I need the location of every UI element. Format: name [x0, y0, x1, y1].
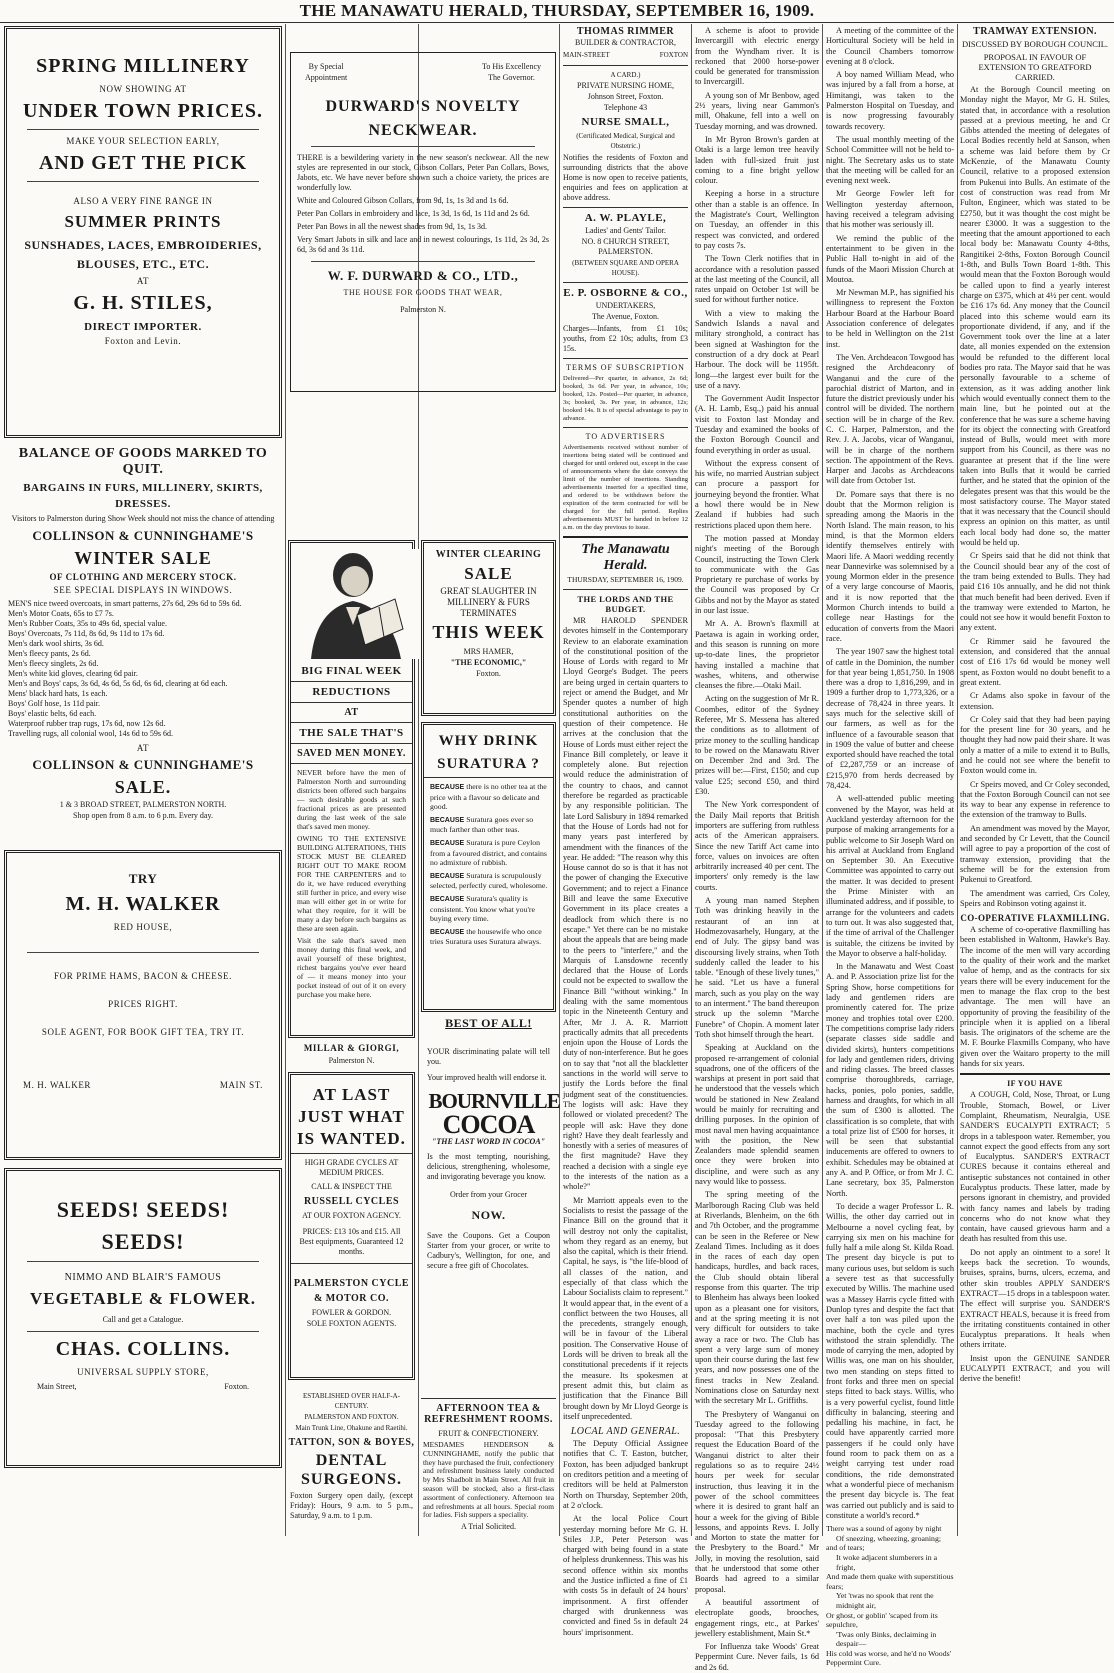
ad-heading: TATTON, SON & BOYES,	[288, 1437, 415, 1448]
poem-line: 'Twas only Binks, declaiming in despair—	[836, 1629, 937, 1649]
paragraph: The spring meeting of the Marlborough Racing Club was held at Riverlands, Blenheim, on the 6th and 7th October, and the programme can be seen in the Referee or New Zealand Times. Including as it does in the races of each day open handicaps, hurdles, and back races, the Club should obtain liberal response from this quarter. The trip to Blenheim has always been looked upon as a pleasant one for visitors, and at the spring meeting it is not very difficult for outsiders to take away a race or two. The Club has spent a very large sum of money upon their course during the last few years, and now possesses one of the finest tracks in New Zealand. Nominations close on Saturday next with the secretary Mr L. Griffiths.	[695, 1190, 819, 1406]
ad-line: BLOUSES, ETC., ETC.	[76, 257, 210, 271]
column-7	[960, 26, 1110, 1536]
paragraph: The Town Clerk notifies that in accordance with a resolution passed at the last meeting of the Council, all rates unpaid on October 1st will be sued for without further notice.	[695, 254, 819, 305]
paragraph: A scheme is afoot to provide Invercargill with electric energy from the Wyndham river. It is reckoned that 2000 horse-power could be generated for transmission to Invercargill.	[695, 26, 819, 87]
ad-line: Main Trunk Line, Ohakune and Raetihi.	[295, 1424, 408, 1432]
paragraph: The Presbytery of Wanganui on Tuesday agreed to the following proposal: "That this Presbytery request the Education Board of the Wanganui district to alter their regulations so as to require 24½ hours per week for secular instruction, thus leaving it in the power of the school committees where it is desired to grant half an hour a week for the giving of Bible lessons, and appoints Revs. I. Jolly and Morton to state the matter for the Presbytery to the Board." Mr Jolly, in moving the resolution, said that he understood that some other Boards had agreed to a similar proposal.	[695, 1409, 819, 1594]
ad-line: CALL & INSPECT THE	[311, 1182, 392, 1191]
price-item: Waterproof rubber trap rugs, 17s 6d, now 12s 6d.	[8, 719, 166, 728]
ad-line: BARGAINS IN FURS, MILLINERY, SKIRTS,	[23, 482, 263, 494]
paragraph: A young man named Stephen Toth was drinking heavily in the restaurant of an inn at Hodmezovasarhely, Hungary, at the end of July. The gipsy band was discoursing lively strains, when Toth suddenly called the leader to his table. "Enough of these lively tunes," he said. "Let us have a funeral march, such as you play on the way to an interment." The band thereupon struck up the solemn "Marche Funebre" of Chopin. A moment later Toth shot himself through the heart.	[695, 896, 819, 1039]
ad-line: (BETWEEN SQUARE AND OPERA HOUSE).	[572, 259, 679, 277]
osborne-card	[563, 287, 688, 354]
ad-line: Order from your Grocer	[449, 1190, 528, 1199]
paragraph: Cr Adams also spoke in favour of the extension.	[960, 691, 1110, 711]
paragraph: Dr. Pomare says that there is no doubt that the Mormon religion is spreading among the Maoris in the North Island. The main reason, to his mind, is that the Mormon elders identify themselves entirely with Maori life. A Maori wedding recently near Dannevirke was solemnised by a young Mormon elder in the presence of a very large concourse of Maoris, and it is now reported that the Mormon Church intends to build a college near Hastings for the education of converts from the Maori race.	[826, 489, 954, 643]
ad-heading: W. F. DURWARD & CO., LTD.,	[327, 268, 519, 283]
advert-title: IF YOU HAVE	[1007, 1079, 1063, 1089]
ad-heading: SEEDS!	[101, 1229, 185, 1254]
price-item: Men's Motor Coats, 65s to £7 7s.	[8, 609, 114, 618]
ad-line: ESTABLISHED OVER HALF-A-CENTURY.	[302, 1392, 401, 1410]
tatton-advert	[288, 1390, 415, 1536]
ad-line: UNDERTAKERS,	[595, 301, 656, 310]
ad-line: ALSO A VERY FINE RANGE IN	[73, 196, 213, 206]
paragraph: A COUGH, Cold, Nose, Throat, or Lung Trouble, Stomach, Bowel, or Liver Complaint, Rheumatism, Neuralgia, USE SANDER'S EUCALYPTI EXTRACT; 5 drops in a tablespoon water. Remember, you cannot expect the good effects from any sort of Eucalyptus. SANDER'S EXTRACT CURES because it contains ethereal and antiseptic substances not contained in other Eucalyptus products. These latter, made by persons ignorant in chemistry, and provided with fancy names and labels by trading concerns who do not know what they contain, have caused grievous harm and a death has resulted from this use.	[960, 1090, 1110, 1244]
poem-line: It woke adjacent slumberers in a fright,	[836, 1552, 938, 1572]
paragraph: A scheme of co-operative flaxmilling has been established in Waltonm, Hawke's Bay. The income of the men will vary according to the quality of their work and the market value of hemp, and as the contracts for six years there will be every inducement for the men to manage the flax crop to the best advantage. The men will have an opportunity of proving the feasibility of the principle when it is applied on a liberal basis. The originators of the scheme are the M. F. Bourke Flaxmills Company, who have given over the Waitaro property to the mill hands for six years.	[960, 925, 1110, 1069]
price-list	[6, 599, 280, 739]
ad-line: MILLAR & GIORGI,	[303, 1043, 400, 1053]
reason-keyword: BECAUSE	[430, 872, 467, 880]
ad-paragraph: Peter Pan Bows in all the newest shades from 9d, 1s, 1s 3d.	[297, 222, 487, 231]
ad-line: THE HOUSE FOR GOODS THAT WEAR,	[343, 288, 503, 297]
paragraph: To decide a wager Professor L. R. Willis, the other day carried out in Melbourne a novel cycling feat, by carrying six men on his machine for fully half a mile along St. Kilda Road. The present day bicycle is put to many curious uses, but seldom is such a severe test as that successfully executed by Willis. The machine used was a Massey Harris cycle fitted with Dunlop tyres and despite the fact that over half a ton was piled upon the machine, both the cycle and tyres withstood the strain splendidly. The mode of carrying the men, adopted by Willis was, one man on his shoulder, two men standing on steps fitted to front forks and three men on special steps fitted to back stays. Willis, who is a very powerful cyclist, found little difficulty in balancing, steering and pedalling his machine, in fact, he could have apparently carried more passengers if he could only have found room to pack them on as a weight carrying test under road conditions, the ride demonstrated what a wonderful piece of mechanism the present day bicycle is. The feat was carried out publicly and is said to constitute a world's record.*	[826, 1201, 954, 1520]
ad-line: SUNSHADES, LACES, EMBROIDERIES,	[24, 238, 262, 252]
price-item: Men's fleecy pants, 2s 6d.	[8, 649, 91, 658]
paragraph: A meeting of the committee of the Horticultural Society will be held in the Council Chambers tomorrow evening at 8 o'clock.	[826, 26, 954, 66]
price-item: Men's and Boys' caps, 3s 6d, 4s 6d, 5s 6d, 6s 6d, clearing at 6d each.	[8, 679, 228, 688]
section-heading: TERMS OF SUBSCRIPTION	[566, 363, 685, 372]
ad-heading: WINTER CLEARING	[435, 549, 542, 560]
column-5	[695, 26, 819, 1672]
ad-line: PALMERSTON AND FOXTON.	[304, 1413, 399, 1421]
ad-line: SOLE FOXTON AGENTS.	[306, 1319, 397, 1328]
paragraph: In the Manawatu and West Coast A. and P. Association prize list for the Spring Show, horse competitions for lady and gentlemen riders are prominently catered for. The prize money and trophies total over £200. The competitions comprise lady riders (separate classes side saddle and divided skirts), hunters competitions for lady and gentlemen riders, driving and riding classes. The breed classes comprise thoroughbreds, carriage, hacks, ponies, polo ponies, saddle, harness and draughts, for which in all the sum of £300 is allotted. The classification is so complete, that with a total prize list of £500 for horses, it will be seen that substantial inducements are offered to owners to exhibit. Schedules may be obtained at any A. and P. Office, or from Mr J. C. Lane secretary, box 35, Palmerston North.	[826, 962, 954, 1198]
reason-keyword: BECAUSE	[430, 784, 467, 791]
ad-heading: BALANCE OF GOODS MARKED TO QUIT.	[18, 446, 268, 477]
news-paragraphs	[826, 26, 954, 1521]
ad-heading: CHAS. COLLINS.	[55, 1338, 231, 1360]
best-of-all	[421, 1014, 556, 1034]
logo-tagline: "THE LAST WORD IN COCOA"	[431, 1137, 546, 1146]
paragraph: The year 1907 saw the highest total of cattle in the Dominion, the number for that year being 1,851,750. In 1908 there was a drop to 1,816,299, and in 1909 a further drop to 1,773,326, or a decrease of 78,424 in three years. It says much for the selective skill of our farmers, as well as for the influence of a favourable season that in 1909 the value of butter and cheese exported should have reached the total of £2,287,759 or an increase of £215,970 from herds decreased by 78,424.	[826, 647, 954, 791]
ad-heading: SURATURA ?	[437, 756, 540, 772]
paragraph: The Government Audit Inspector (A. H. Lamb, Esq.,) paid his annual visit to Foxton last Monday and Tuesday and examined the books of the Foxton Borough Council and found everything in order as usual.	[695, 394, 819, 455]
paragraph: The amendment was carried, Crs Coley, Speirs and Robinson voting against it.	[960, 888, 1110, 908]
divider	[27, 181, 259, 182]
ad-line: Visitors to Palmerston during Show Week should not miss the chance of attending	[11, 514, 275, 523]
column-rule	[822, 24, 823, 1536]
ad-heading: SAVED MEN MONEY.	[297, 748, 406, 759]
ad-heading: SALE	[464, 564, 513, 583]
ad-line: DIRECT IMPORTER.	[84, 321, 202, 333]
reason-keyword: BECAUSE	[430, 895, 467, 903]
reason-item	[430, 838, 549, 868]
ad-line: Call and get a Catalogue.	[102, 1315, 184, 1324]
ad-paragraph: NEVER before have the men of Palmerston North and surrounding districts been offered such bargains — such desirable goods at such fractional prices as are presented during the last week of the sale that's saved men money.	[297, 768, 406, 831]
ad-paragraph: MESDAMES HENDERSON & CUNNINGHAME, notify the public that they have purchased the fruit, confectionery and refreshment business lately conducted by Mrs Shadbolt in Main Street. All fruit in season will be stocked, also a first-class assortment of confectionery. Afternoon tea and refreshments at all hours. Special room for ladies. Fish suppers a speciality.	[423, 1440, 554, 1520]
paragraph: Keeping a horse in a structure other than a stable is an offence. In the Magistrate's Court, Wellington on Tuesday, an offender in this respect was convicted, and ordered to pay costs 7s.	[695, 189, 819, 250]
paragraph: A young son of Mr Benbow, aged 2½ years, living near Gammon's mill, Ohakune, fell into a well on Tuesday morning, and was drowned.	[695, 90, 819, 131]
price-item: Men's white kid gloves, clearing 6d pair.	[8, 669, 138, 678]
collins-advert	[4, 1168, 282, 1468]
ad-paragraph: Peter Pan Collars in embroidery and lace, 1s 3d, 1s 6d, 1s 11d and 2s 6d.	[297, 209, 530, 218]
ad-heading: JUST WHAT	[298, 1107, 405, 1126]
divider	[27, 952, 259, 953]
reason-item	[430, 815, 549, 835]
hamer-advert	[421, 540, 556, 716]
ad-heading: SEEDS! SEEDS!	[56, 1197, 230, 1222]
ad-line: Main Street,	[37, 1382, 77, 1391]
suratura-advert	[421, 722, 556, 1012]
reason-keyword: BECAUSE	[430, 928, 467, 936]
ad-line: MILLINERY & FURS	[447, 597, 530, 607]
ad-paragraph: OWING TO THE EXTENSIVE BUILDING ALTERATIONS, THIS STOCK MUST BE CLEARED RIGHT OUT TO MAKE ROOM FOR THE CARPENTERS and to do it, we have reduced everything still further in price, and every wise man will either get in or write for what they require, for it will be many a day before such bargains as these are seen again.	[297, 834, 406, 933]
walker-footer	[23, 1077, 263, 1093]
ad-heading: SPRING MILLINERY	[36, 55, 250, 77]
ad-line: AT	[136, 743, 150, 753]
millar-advert	[288, 540, 415, 1038]
ad-line: NOW SHOWING AT	[99, 84, 187, 94]
reason-text: Suratura is scrupulously selected, perfectly cured, wholesome.	[430, 870, 548, 891]
article-title: CO-OPERATIVE FLAXMILLING.	[960, 913, 1110, 924]
ad-line: 1 & 3 BROAD STREET, PALMERSTON NORTH.	[59, 800, 227, 809]
ad-line: (Certificated Medical, Surgical and Obstetric.)	[576, 132, 675, 150]
ad-line: FOWLER & GORDON.	[311, 1308, 392, 1317]
ad-paragraph: Is the most tempting, nourishing, delicious, strengthening, wholesome, and invigorating beverage you know.	[427, 1152, 550, 1181]
ad-line: DRESSES.	[115, 498, 171, 510]
ad-line: BUILDER & CONTRACTOR,	[575, 38, 676, 47]
ad-heading: SUMMER PRINTS	[64, 212, 222, 231]
price-item: Boys' elastic belts, 6d each.	[8, 709, 97, 718]
paragraph: The usual monthly meeting of the School Committee will not be held to-night. The Secretary asks us to state that the meeting will be called for an evening next week.	[826, 134, 954, 186]
ad-heading: PALMERSTON CYCLE	[293, 1278, 410, 1289]
ad-line: Foxton and Levin.	[104, 336, 182, 346]
paragraph: A boy named William Mead, who was injured by a fall from a horse, at Himitangi, was taken to the Palmerston Hospital on Tuesday, and is now progressing favourably towards recovery.	[826, 70, 954, 131]
article-body	[960, 925, 1110, 1069]
column-rule	[285, 24, 286, 1536]
paragraph: Cr Speirs said that he did not think that the Council should bear any of the cost of the tram being extended to Bulls. They had paid £16 10s annually, and he did not think that much benefit had been derived. Even if the tramway were extended to Marton, he could not see how it would benefit Foxton to any extent.	[960, 551, 1110, 633]
poem-line: Yet 'twas no spook that rent the midnight air,	[836, 1591, 934, 1610]
paragraph: An amendment was moved by the Mayor, and seconded by Cr Levett, that the Council will agree to pay a proportion of the cost of tramway extension, providing that the scheme will be for the extension from Pukenui to Greatford.	[960, 823, 1110, 885]
ad-line: MRS HAMER,	[463, 647, 514, 656]
ad-line: FOXTON	[659, 51, 688, 59]
ad-heading: WHY DRINK	[438, 733, 539, 749]
logo-line: COCOA	[442, 1110, 535, 1139]
ad-heading: VEGETABLE & FLOWER.	[29, 1289, 257, 1308]
paragraph: Insist upon the GENUINE SANDER EUCALYPTI EXTRACT, and you will derive the benefit!	[960, 1353, 1110, 1384]
ad-line: FRUIT & CONFECTIONERY.	[438, 1429, 539, 1438]
price-item: Men's dark wool shirts, 3s 6d.	[8, 639, 104, 648]
reason-text: Suratura's quality is consistent. You know what you're buying every time.	[430, 893, 535, 924]
ad-paragraph: Foxton Surgery open daily, (except Friday): Hours, 9 a.m. to 5 p.m., Saturday, 9 a.m. to 1 p.m.	[290, 1491, 413, 1520]
divider	[27, 129, 259, 130]
ad-paragraph: Advertisements received without number of insertions being stated will be continued and charged for until ordered out, except in the case of announcements where the date conveys the limit of the number of insertions. Standing advertisements inserted for a specified time, and ordered to be withdrawn before the expiration of the term contracted for will be charged for the full period. Replies advertisements MUST be handed in before 12 a.m. on the day previous to issue.	[563, 444, 688, 531]
paragraph: Speaking at Auckland on the proposed re-arrangement of colonial squadrons, one of the officers of the warships at present in port said that he understood that the vessels which would be stationed in New Zealand would be mainly for recruiting and drilling purposes. In the opinion of most naval men having acquaintance with the position, the New Zealanders made splendid seamen once they were broken into discipline, and were such as any navy would like to possess.	[695, 1043, 819, 1187]
ad-heading: NURSE SMALL,	[581, 116, 670, 128]
ad-line: AT	[136, 276, 150, 286]
ad-paragraph: White and Coloured Gibson Collars, from 9d, 1s, 1s 3d and 1s 6d.	[297, 196, 509, 205]
masthead: THE MANAWATU HERALD, THURSDAY, SEPTEMBER 16, 1909.	[0, 0, 1114, 23]
ad-line: RED HOUSE,	[113, 922, 173, 932]
paragraph: Mr George Fowler left for Wellington yesterday afternoon, having received a telegram advising that his mother was seriously ill.	[826, 189, 954, 230]
ad-heading: AND GET THE PICK	[38, 152, 248, 174]
price-item: Mens' black hard hats, 1s each.	[8, 689, 108, 698]
column-rule	[957, 24, 958, 1536]
paragraph: Acting on the suggestion of Mr R. Coombes, editor of the Sydney Referee, Mr S. Messena has altered the conditions as to allotment of prize money to the sculling handicap to be rowed on the Manawatu River on December 2nd and 3rd. The prizes will be:—First, £150; and cup value £25; second £50, and third £30.	[695, 694, 819, 797]
ad-paragraph: YOUR discriminating palate will tell you.	[427, 1047, 550, 1066]
paragraph: We remind the public of the entertainment to be given in the Public Hall to-night in aid of the funds of the Maori Mission Church at Moutoa.	[826, 233, 954, 284]
durward-advert	[290, 52, 556, 392]
paragraph: The New York correspondent of the Daily Mail reports that British importers are suffering from ruthless acts of the American appraisers. Since the new Tariff Act came into force, values on invoices are often arbitrarily increased 40 per cent. The importers' only remedy is the law courts.	[695, 800, 819, 892]
ad-paragraph: Your improved health will endorse it.	[427, 1073, 547, 1082]
column-rule	[559, 24, 560, 1536]
reading-man-illustration	[291, 549, 421, 659]
ad-line: OF CLOTHING AND MERCERY STOCK.	[49, 572, 237, 582]
reason-item	[430, 871, 549, 891]
issue-date: THURSDAY, SEPTEMBER 16, 1909.	[567, 575, 684, 584]
ad-line: By Special	[308, 62, 344, 71]
reason-text: the housewife who once tries Suratura uses Suratura always.	[430, 926, 542, 947]
sander-advert	[960, 1090, 1110, 1384]
ad-heading: REDUCTIONS	[312, 686, 391, 698]
reason-item	[430, 782, 549, 812]
cocoa-advert	[421, 1044, 560, 1324]
ad-line: MAIN ST.	[219, 1080, 263, 1090]
ad-heading: DURWARD'S NOVELTY	[325, 98, 521, 115]
collinson-advert	[4, 446, 282, 846]
russell-advert	[288, 1072, 415, 1380]
paragraph: Cr Rimmer said he favoured the extension, and considered that the annual cost of £16 17s 6d would be money well spent, as Foxton would no doubt benefit to a great extent.	[960, 636, 1110, 687]
paragraph: The Ven. Archdeacon Towgood has resigned the Archdeaconry of Wanganui and the cure of the parochial district of Marton, and in future the district previously under his control will be divided. The northern section will be in charge of the Rev. C. C. Harper, Palmerston, and the Rev. J. A. Jacobs, vicar of Wanganui, will be in charge of the northern section. The appointment of the Revs. Harper and Jacobs as Archdeacons will date from October 1st.	[826, 352, 954, 486]
ad-line: Palmerston N.	[400, 305, 446, 314]
nursing-card	[563, 70, 688, 203]
paragraph: Mr A. A. Brown's flaxmill at Paetawa is again in working order, and this season is running on more up-to-date lines, the proprietor having installed a machine that washes, whitens, and otherwise cleanses the fibre.—Otaki Mail.	[695, 619, 819, 691]
price-item: Travelling rugs, all colonial wool, 14s 6d to 59s 6d.	[8, 729, 174, 738]
paragraph: Cr Speirs moved, and Cr Coley seconded, that the Foxton Borough Council can not see its way to bear any expense in reference to the extension of the tramway to Bulls.	[960, 779, 1110, 820]
paragraph: For Influenza take Woods' Great Peppermint Cure. Never fails, 1s 6d and 2s 6d.	[695, 1642, 819, 1672]
reason-keyword: BECAUSE	[430, 839, 467, 847]
price-item: Men's fleecy singlets, 2s 6d.	[8, 659, 99, 668]
ad-line: HIGH GRADE CYCLES AT MEDIUM PRICES.	[304, 1158, 399, 1177]
paragraph: A beautiful assortment of electroplate goods, brooches, engagement rings, etc., at Parkes' jewellery establishment, Main St.*	[695, 1597, 819, 1638]
ad-line: Foxton.	[224, 1382, 249, 1391]
paragraph: Without the express consent of his wife, no married Austrian subject can procure a passport for journeying beyond the frontier. What a howl there would be in New Zealand if hubbies had such restrictions placed upon them here.	[695, 458, 819, 530]
ad-line: Shop open from 8 a.m. to 6 p.m. Every day.	[73, 811, 213, 820]
paragraph: Mr Newman M.P., has signified his willingness to represent the Foxton Harbour Board at the Harbour Board Association conference of delegates to be held in Wellington on the 21st inst.	[826, 288, 954, 349]
paragraph: Cr Coley said that they had been paying for the present line for 30 years, and he thought they had now paid their share. It was only a matter of a mile to extend it to Bulls, and he could not see where the benefit to Foxton would come in.	[960, 714, 1110, 776]
price-item: MEN'S nice tweed overcoats, in smart patterns, 27s 6d, 29s 6d to 59s 6d.	[8, 599, 242, 608]
article-body	[960, 85, 1110, 909]
ad-heading: RUSSELL CYCLES	[303, 1196, 400, 1207]
ad-heading: BIG FINAL WEEK	[301, 665, 402, 677]
paragraph: With a view to making the Sandwich Islands a naval and military stronghold, a contract has been signed at Washington for the construction of a dry dock at Pearl Harbour. The dock will be 1195ft. long—the largest ever built for the use of a navy.	[695, 308, 819, 390]
ad-line: NO. 8 CHURCH STREET, PALMERSTON.	[581, 237, 670, 256]
reason-text: Suratura goes ever so much farther than other teas.	[430, 814, 534, 835]
collins-footer	[37, 1381, 249, 1393]
ad-heading: DENTAL	[315, 1452, 388, 1469]
divider	[311, 261, 535, 262]
ad-paragraph: Notifies the residents of Foxton and surrounding districts that the above Home is now open to receive patients, enquiries and fees on application at above address.	[563, 153, 688, 202]
ad-line: FOR PRIME HAMS, BACON & CHEESE.	[54, 971, 232, 981]
ad-paragraph: Save the Coupons. Get a Coupon Starter from your grocer, or write to Cadbury's, Wellington, for one, and secure a free gift of Chocolates.	[427, 1231, 550, 1270]
ad-line: NIMMO AND BLAIR'S FAMOUS	[64, 1272, 222, 1283]
article-subtitle: PROPOSAL IN FAVOUR OF EXTENSION TO GREATFORD CARRIED.	[978, 52, 1092, 82]
ad-paragraph: THERE is a bewildering variety in the new season's neckwear. All the new styles are represented in our stock, Gibson Collars, Peter Pan Collars, Bows, Jabots, etc. We have never before shown such a choice variety, the prices are wonderfully low.	[297, 153, 549, 192]
appointment-row	[305, 61, 541, 84]
ad-heading: AT LAST	[312, 1085, 391, 1104]
article-subtitle: DISCUSSED BY BOROUGH COUNCIL.	[961, 39, 1109, 49]
ad-line: Appointment	[305, 73, 348, 82]
ad-paragraph: Charges—Infants, from £1 10s; youths, from £2 10s; adults, from £3 15s.	[563, 324, 688, 353]
poem-line: And made them quake with superstitious fears;	[826, 1572, 954, 1591]
divider	[27, 1261, 259, 1262]
column-rule	[691, 24, 692, 1536]
section-heading: TO ADVERTISERS	[585, 432, 666, 441]
price-item: Boys' Golf hose, 1s 11d pair.	[8, 699, 101, 708]
ad-line: MAKE YOUR SELECTION EARLY,	[66, 136, 220, 146]
ad-heading: BEST OF ALL!	[445, 1016, 532, 1030]
reason-item	[430, 894, 549, 924]
ad-line: "THE ECONOMIC,"	[450, 658, 527, 667]
ad-paragraph: Visit the sale that's saved men money during this final week, and avail yourself of these brightest, richest bargains you've ever heard of — it means money into your pocket instead of out of it on every purchase you make here.	[297, 936, 406, 999]
ad-line: M. H. WALKER	[23, 1080, 92, 1090]
ad-line: Telephone 43	[603, 103, 648, 112]
ad-line: SEE SPECIAL DISPLAYS IN WINDOWS.	[53, 585, 233, 595]
logo-line: BOURNVILLE	[428, 1089, 560, 1113]
ad-line: TRY	[128, 871, 158, 886]
paragraph: The motion passed at Monday night's meeting of the Borough Council, instructing the Town Clerk to communicate with the Gas Proprietary re purchase of works by the Council was proposed by Cr Gibbs and not by the Mayor as stated in our last issue.	[695, 533, 819, 616]
walker-advert	[4, 850, 282, 1160]
ad-line: Ladies' and Gents' Tailor.	[585, 226, 666, 235]
article-body	[563, 616, 688, 1422]
ad-heading: M. H. WALKER	[65, 893, 221, 915]
reasons-list	[424, 782, 553, 947]
price-item: Men's Rubber Coats, 35s to 49s 6d, special value.	[8, 619, 167, 628]
ad-heading: NOW.	[471, 1208, 506, 1222]
reason-text: there is no other tea at the price with a flavour so delicate and good.	[430, 782, 547, 812]
poem-line: Or ghost, or goblin' 'scaped from its sepulchre,	[826, 1610, 938, 1630]
reader-portrait-icon	[291, 549, 421, 659]
ad-heading: SURGEONS.	[300, 1471, 403, 1488]
article-body	[563, 1439, 688, 1638]
ad-line: A Trial Solicited.	[461, 1522, 516, 1532]
paragraph: At the Borough Council meeting on Monday night the Mayor, Mr G. H. Stiles, stated that, in accordance with a resolution passed at a previous meeting, he and Cr Gibbs attended the meeting of delegates of Local Bodies recently held at Sanson, when a scheme was laid before them by Cr McKenzie, of the Manawatu County Council, relative to a proposed extension from Pukenui into Bulls. An estimate of the cost of construction was read from Mr Fulton, Engineer, which was stated to be £2750, but it was thought the cost might be nearer £3000. It was a suggestion to the meeting that the amount apportioned to each local body be: Manawatu County 4-8ths, Rangitikei 2-8ths, Foxton Borough Council 1-8th, and Bulls Town Board 1-8th. This would mean that the Foxton Borough would be called upon to find a yearly interest charge on £375, which at 4½ per cent. would be £16 17s 6d. Any money that the Council placed into this scheme would earn its proportionate dividend, if any, and if the Government took over the line at a later date, all monies expended on the extension would be refunded to the different local bodies pro rata. The Mayor said that he was personally favourable to a scheme of extension, as it was adding another link which would eventually connect them to the main line, but he pointed out at the conference that he was sure a scheme having for its object the connecting with Greatford instead of Bulls, would meet with more support from his Council, as there was no guarantee at present that if the line were taken into Bulls that it would be carried further, and he stated that the opinion of the delegates present was that this would be the most satisfactory course. The Mayor stated that it was necessary that the Council should express an opinion on this matter, as until each local body had done so, the matter would be held up.	[960, 85, 1110, 548]
divider	[27, 1331, 259, 1332]
column-6	[826, 26, 954, 1668]
reason-text: Suratura is pure Ceylon from a favoured district, and contains no admixture of rubbish.	[430, 837, 547, 868]
ad-heading: UNDER TOWN PRICES.	[22, 100, 264, 122]
ad-line: To His Excellency	[482, 62, 541, 71]
ad-line: UNIVERSAL SUPPLY STORE,	[77, 1367, 209, 1377]
bournville-logo	[428, 1089, 560, 1146]
column-1	[4, 26, 282, 1536]
price-item: Boys' Overcoats, 7s 11d, 8s 6d, 9s 11d to 17s 6d.	[8, 629, 165, 638]
poem-line: and of tears;	[826, 1543, 865, 1553]
ad-heading: G. H. STILES,	[73, 292, 213, 314]
ad-heading: COLLINSON & CUNNINGHAME'S	[32, 528, 254, 543]
article-title: TRAMWAY EXTENSION.	[973, 26, 1097, 37]
playle-card	[563, 212, 688, 278]
paragraph: MR HAROLD SPENDER devotes himself in the Contemporary Review to an elaborate examination of the constitutional position of the House of Lords with regard to Mr Lloyd George's Budget. The peers are being urged in certain quarters to reject or amend the Budget, and Mr Spender quotes a number of high constitutional authorities on the question of their competence. He arrives at the conclusion that the House of Lords must either reject the Finance Bill completely, or leave it completely alone. But rejection would reduce the administration of the country to chaos, and cannot therefore be regarded as practicable by any responsible politician. The late Lord Salisbury in 1894 remarked that the House of Lords had not for many years past interfered by amendment with the finances of the year. He added: "The reason why this House cannot do so is that it has not the power of changing the Executive Government; and to reject a Finance Bill and leave the same Executive Government in its place creates a deadlock from which there is no escape." Yet there can be no mistake about the appeals that are being made to the peers to "interfere," and the Marquis of Lansdowne recently declared that the House of Lords could not be expected to swallow the Finance Bill "without winking." In dealing with the same momentous topic in the Nineteenth Century and After, Mr J. A. R. Marriott practically admits that all precedents enjoin upon the House of Lords the duty of non-interference. But he goes on to say that "not all the blackletter sanctions in the world will serve to justify the Lords before the final judgment seat of the constituencies. The logists will ask: Have they followed or violated precedent? The people will ask: Have they done right? Have they dealt fearlessly and honestly with a series of measures of the first magnitude? Have they reached a decision with a single eye to the interests of the nation as a whole?"	[563, 616, 688, 1192]
ad-heading: NECKWEAR.	[368, 122, 478, 139]
paragraph: The Deputy Official Assignee notifies that C. T. Easton, butcher, Foxton, has been adjudged bankrupt on creditors petition and a meeting of creditors will be held at Palmerston North on Thursday, September 20th, at 2 o'clock.	[563, 1439, 688, 1510]
ad-line: PRICES: £13 10s and £15. All Best equipments, Guaranteed 12 months.	[299, 1227, 404, 1256]
divider	[311, 146, 535, 147]
ad-heading: COLLINSON & CUNNINGHAME'S	[32, 757, 254, 772]
poem-line: There was a sound of agony by night	[826, 1524, 942, 1534]
ad-line: Foxton.	[476, 669, 501, 678]
ad-heading: THOMAS RIMMER	[576, 26, 675, 37]
paragraph: Do not apply an ointment to a sore! It keeps back the secretion. To wounds, bruises, sprains, burns, ulcers, eczema, and other skin troubles APPLY SANDER'S EXTRACT—15 drops in a tablespoon water. The effect will surprise you. SANDER'S EXTRACT HEALS, because it is freed from the irritating constituents contained in other Eucalyptus preparations. It heals when others irritate.	[960, 1247, 1110, 1350]
stiles-advert	[4, 26, 282, 438]
rimmer-address	[563, 49, 688, 61]
poem-line: His cold was worse, and he'd no Woods' Peppermint Cure.	[826, 1648, 952, 1668]
ad-line: PRIVATE NURSING HOME,	[577, 81, 674, 90]
paragraph: Mr Marriott appeals even to the Socialists to resist the passage of the Finance Bill on the ground that it will destroy not only the capitalist, whom they regard as an enemy, but also the capital, which is their friend. Capital, he says, is "the life-blood of all classes of the nation, and especially of that class which the Labour Socialists claim to represent." It would appear that, in the event of a conflict between the two Houses, all the precedents, strangely enough, will be in favour of the Liberal position. The Conservative House of Lords will be driven to break all the constitutional precedents if it rejects the measure. Its spokesmen at present admit this, but claim as justification that the Finance Bill brought down by Mr Lloyd George is itself unprecedented.	[563, 1195, 688, 1421]
article-title: LOCAL AND GENERAL.	[570, 1426, 681, 1438]
ad-heading: E. P. OSBORNE & CO.,	[563, 287, 688, 299]
paper-nameplate: The Manawatu Herald.	[581, 542, 670, 573]
news-paragraphs	[695, 26, 819, 1673]
ad-line: The Avenue, Foxton.	[592, 312, 659, 321]
ad-line: PRICES RIGHT.	[108, 999, 178, 1009]
ad-heading: IS WANTED.	[297, 1129, 406, 1148]
ad-heading: SALE.	[114, 777, 172, 797]
ad-line: The Governor.	[488, 73, 535, 82]
ad-heading: AFTERNOON TEA & REFRESHMENT ROOMS.	[424, 1403, 553, 1425]
ad-paragraph: Delivered—Per quarter, in advance, 2s 6d; booked, 3s 6d. Per year, in advance, 10s; booked, 12s. Posted—Per quarter, in advance, 3s; booked, 3s. Per year, in advance, 12s; booked 14s. It is of special advantage to pay in advance.	[563, 375, 688, 422]
ad-heading: A. W. PLAYLE,	[584, 212, 667, 224]
article-title: THE LORDS AND THE BUDGET.	[577, 594, 674, 614]
ad-line: A CARD.)	[610, 71, 641, 79]
rimmer-card	[563, 26, 688, 61]
ad-heading: & MOTOR CO.	[313, 1293, 390, 1304]
henderson-advert	[421, 1398, 556, 1537]
poem-line: Of sneezing, wheezing, groaning;	[836, 1533, 942, 1543]
ad-line: Palmerston N.	[328, 1056, 375, 1065]
paragraph: In Mr Byron Brown's garden at Otaki is a large lemon tree heavily laden with full-sized fruit just coming to a fine bright yellow colour.	[695, 134, 819, 186]
ad-heading: THE SALE THAT'S	[299, 727, 404, 739]
ad-heading: THIS WEEK	[432, 622, 545, 642]
column-4	[563, 26, 688, 1637]
paragraph: At the local Police Court yesterday morning before Mr G. H. Stiles J.P., Peter Peterson was charged with being found in a state of helpless drunkenness. This was his second offence within six months and the Justice inflicted a fine of £1 with costs 5s in default of 24 hours' imprisonment. A first offender charged with drunkenness was convicted and fined 5s in default 24 hours' imprisonment.	[563, 1514, 688, 1637]
ad-heading: AT	[344, 707, 359, 718]
paragraph: A well-attended public meeting convened by the Mayor, was held at Auckland yesterday afternoon for the purpose of making arrangements for a public welcome to Sir Joseph Ward on his arrival at Auckland from England on September 30. An Executive Committee was appointed to carry out the matter. It was decided to present the Prime Minister with an illuminated address, and if possible, to arrange for the volunteers and cadets to turn out. It was also suggested that, if the time of arrival of the Challenger is suitable, the citizens be invited by the Mayor to observe a half-holiday.	[826, 794, 954, 958]
ad-line: GREAT SLAUGHTER IN	[440, 586, 537, 596]
ad-line: Johnson Street, Foxton.	[587, 92, 664, 101]
ad-line: SOLE AGENT, FOR BOOK GIFT TEA, TRY IT.	[41, 1027, 245, 1037]
reason-item	[430, 927, 549, 947]
ad-line: AT OUR FOXTON AGENCY.	[302, 1211, 401, 1220]
ad-paragraph: Very Smart Jabots in silk and lace and in newest colourings, 1s 11d, 2s 3d, 2s 6d, 3s 6d and 3s 11d.	[297, 235, 549, 254]
reason-keyword: BECAUSE	[430, 816, 467, 824]
ad-heading: WINTER SALE	[74, 548, 212, 568]
ad-line: MAIN-STREET	[563, 51, 610, 59]
ad-line: TERMINATES	[460, 608, 517, 618]
millar-signature	[288, 1040, 415, 1070]
peppermint-poem	[826, 1524, 954, 1668]
